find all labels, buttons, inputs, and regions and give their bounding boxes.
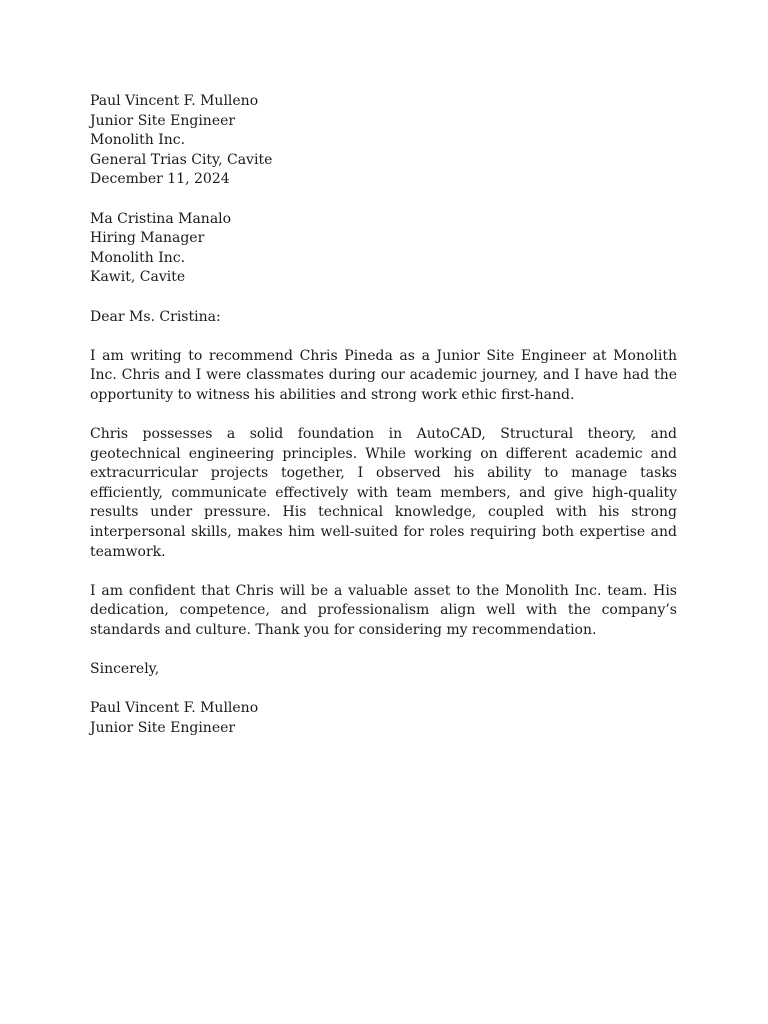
sender-company: Monolith Inc. xyxy=(90,132,186,149)
recipient-title: Hiring Manager xyxy=(90,230,205,247)
sender-address-block xyxy=(90,92,677,190)
letter-date: December 11, 2024 xyxy=(90,171,230,188)
closing: Sincerely, xyxy=(90,661,160,678)
recipient-company: Monolith Inc. xyxy=(90,249,186,266)
salutation: Dear Ms. Cristina: xyxy=(90,308,221,325)
body-paragraph-conclusion: I am confident that Chris will be a valuable asset to the Monolith Inc. team. His dedication, competence, and professionalism align well with the company’s standards and culture. Thank you for considering my recommendation. xyxy=(90,582,677,639)
body-paragraph-intro: I am writing to recommend Chris Pineda as a Junior Site Engineer at Monolith Inc. Chris and I were classmates during our academic journey, and I have had the opportunity to witness his abilities and strong work ethic first-hand. xyxy=(90,347,677,403)
signature-name: Paul Vincent F. Mulleno xyxy=(90,700,259,717)
recipient-location: Kawit, Cavite xyxy=(90,269,186,286)
sender-location: General Trias City, Cavite xyxy=(90,151,273,168)
recipient-name: Ma Cristina Manalo xyxy=(90,210,232,227)
body-paragraph-skills: Chris possesses a solid foundation in AutoCAD, Structural theory, and geotechnical engineering principles. While working on different academic and extracurricular projects together, I observed his ability to manage tasks efficiently, communicate effectively with team members, and give high-quality results under pressure. His technical knowledge, coupled with his strong interpersonal skills, makes him well-suited for roles requiring both expertise and teamwork. xyxy=(90,426,677,560)
sender-name: Paul Vincent F. Mulleno xyxy=(90,93,259,109)
signature-block xyxy=(90,699,677,738)
signature-title: Junior Site Engineer xyxy=(90,720,236,736)
sender-title: Junior Site Engineer xyxy=(90,112,236,129)
recipient-address-block xyxy=(90,210,677,288)
